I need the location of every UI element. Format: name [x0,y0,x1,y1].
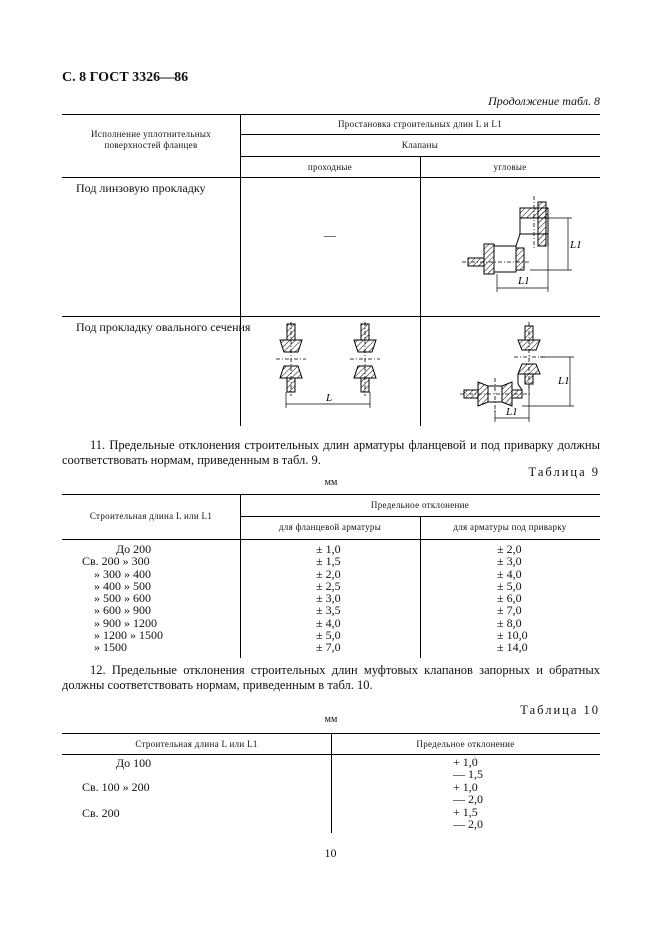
table9-len-6: » 900 » 1200 [94,615,157,630]
table10-dev-1 [453,781,483,806]
dim-L1-label-2: L1 [570,239,582,251]
paragraph-11: 11. Предельные отклонения строительных длин арматуры фланцевой и под приварку должны соответствовать нормам, приведенным в табл. 9. [62,438,600,467]
table10-len-2: Св. 200 [82,806,120,820]
table9-flange-0: ± 1,0 [316,542,341,556]
table9-flange-6: ± 4,0 [316,615,341,630]
table10-minus-1: — 2,0 [453,792,483,807]
table9-col-divider-2 [420,516,421,658]
angle-valve-lens-drawing [460,188,590,306]
table9-flange-8: ± 7,0 [316,640,341,655]
table10-plus-1: + 1,0 [453,780,478,794]
table9-len-0: До 200 [116,542,152,556]
dim-L1-label-1: L1 [518,275,530,287]
table8-header-rule-1 [240,134,600,135]
table9-len-1: Св. 200 » 300 [82,554,150,569]
table10-len-1: Св. 100 » 200 [82,780,150,794]
table9-flange-5: ± 3,5 [316,603,341,618]
table9-weld-1: ± 3,0 [497,554,522,569]
table9-weld-0: ± 2,0 [497,542,522,556]
angle-valve-oval-drawing [458,320,590,424]
table9-weld-8: ± 14,0 [497,640,528,655]
table9-len-5: » 600 » 900 [94,603,151,618]
table9-weld-2: ± 4,0 [497,566,522,581]
table9-len-4: » 500 » 600 [94,591,151,606]
table10-plus-2: + 1,5 [453,805,478,819]
table9-weld-7: ± 10,0 [497,628,528,643]
table9-flange-column [316,543,341,654]
table9-col3-header: для арматуры под приварку [453,522,567,532]
dim-L1-label-4: L1 [558,375,570,387]
table9-weld-5: ± 7,0 [497,603,522,618]
table8-sub-angle: угловые [493,162,527,172]
dim-L1-label-3: L1 [506,406,518,418]
table9-len-column [62,543,163,654]
table10-col1-header: Строительная длина L или L1 [135,739,258,749]
table10-header-rule [62,754,600,755]
pass-valve-oval-drawing [270,320,390,412]
table9-len-8: » 1500 [94,640,127,655]
dim-L-label: L [326,392,333,404]
table9-flange-4: ± 3,0 [316,591,341,606]
table9-caption: Таблица 9 [528,465,600,479]
table8-row1-pass: — [324,228,336,242]
table9-col1-header: Строительная длина L или L1 [89,511,213,521]
table10-unit: мм [324,714,338,725]
table10-plus-0: + 1,0 [453,755,478,769]
table8-col-divider [240,114,241,426]
table8-row-rule [62,316,600,317]
table9-len-3: » 400 » 500 [94,578,151,593]
table10-minus-0: — 1,5 [453,767,483,782]
table9-header-rule [62,539,600,540]
table9-col2-header: для фланцевой арматуры [278,522,382,532]
table10-caption: Таблица 10 [520,703,600,717]
table9-weld-4: ± 6,0 [497,591,522,606]
table9-span-header: Предельное отклонение [370,500,470,510]
table9-top-rule [62,494,600,495]
table9-weld-3: ± 5,0 [497,578,522,593]
table8-sub-pass: проходные [307,162,353,172]
table10-len-0: До 100 [116,756,152,770]
table8-top-rule [62,114,600,115]
table8-header-rule-3 [62,177,600,178]
continuation-label: Продолжение табл. 8 [488,94,600,108]
table9-flange-2: ± 2,0 [316,566,341,581]
table8-col-header: Исполнение уплотнительных поверхностей фланцев [90,129,211,150]
table9-len-7: » 1200 » 1500 [94,628,163,643]
table9-col-divider-1 [240,494,241,658]
table9-weld-6: ± 8,0 [497,615,522,630]
table9-flange-1: ± 1,5 [316,554,341,569]
table9-len-2: » 300 » 400 [94,566,151,581]
table9-weld-column [497,543,528,654]
table10-col2-header: Предельное отклонение [416,739,515,749]
table10-dev-0 [453,756,483,781]
paragraph-12: 12. Предельные отклонения строительных длин муфтовых клапанов запорных и обратных должны соответствовать нормам, приведенным в табл. 10. [62,663,600,692]
table8-row2-label: Под прокладку овального сечения [76,320,251,334]
table9-flange-7: ± 5,0 [316,628,341,643]
table10-dev-2 [453,806,483,831]
table8-valves-header: Клапаны [401,140,439,150]
table10-minus-2: — 2,0 [453,817,483,832]
table8-span-header: Простановка строительных длин L и L1 [337,119,503,129]
table9-unit: мм [324,477,338,488]
table8-sub-divider [420,156,421,426]
page-header-code: С. 8 ГОСТ 3326—86 [62,70,189,85]
table9-flange-3: ± 2,5 [316,578,341,593]
table8-row1-label: Под линзовую прокладку [76,181,206,195]
page-number: 10 [324,846,337,860]
